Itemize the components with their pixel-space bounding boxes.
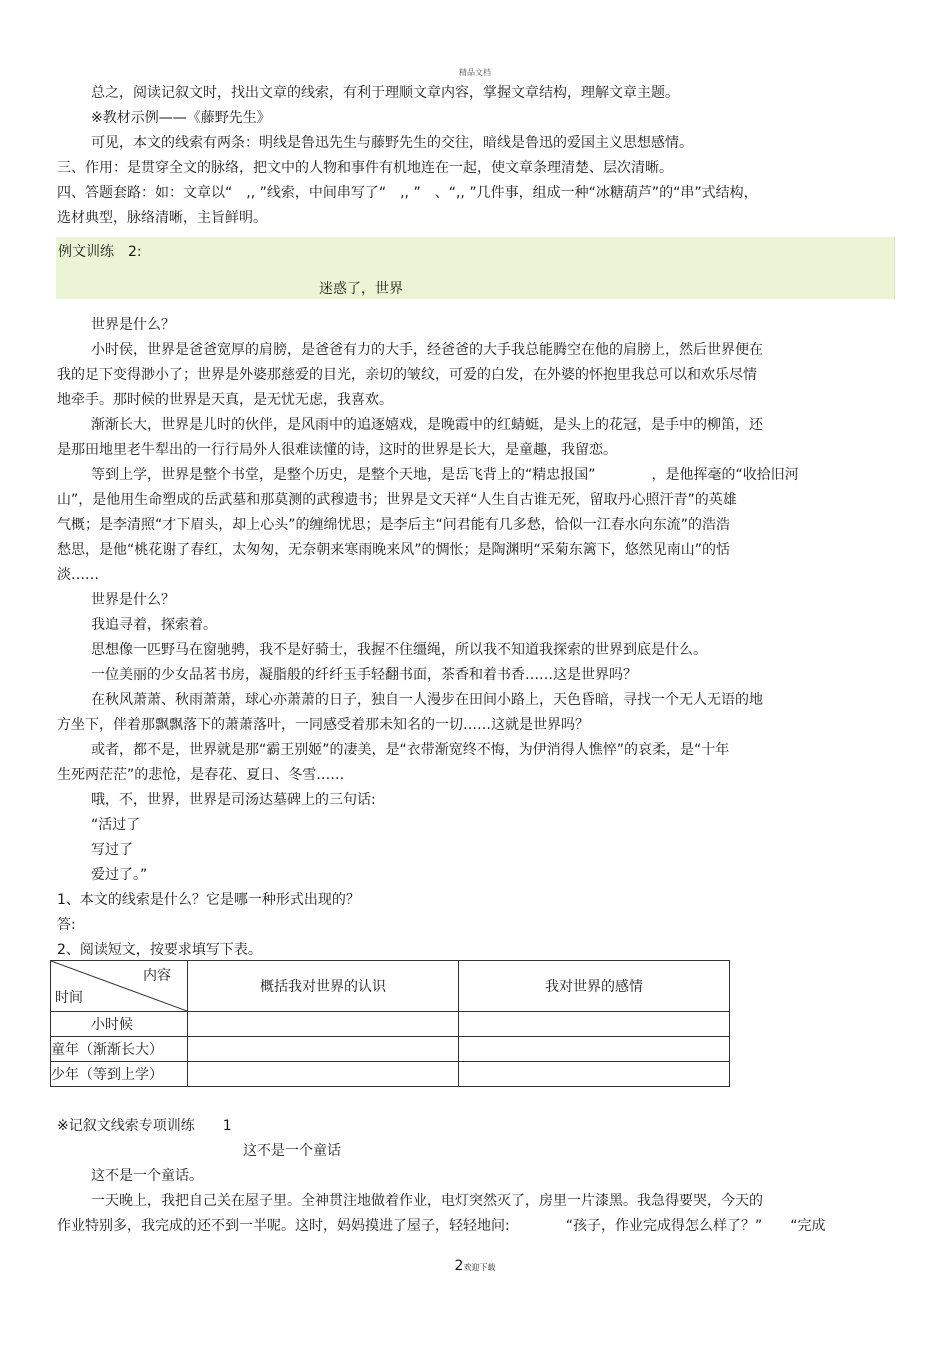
fill-in-table bbox=[50, 960, 730, 1087]
intro-paragraph-1: 总之，阅读记叙文时，找出文章的线索，有利于理顺文章内容，掌握文章结构，理解文章主题。 bbox=[91, 85, 679, 101]
answer-label: 答: bbox=[57, 917, 76, 933]
column-header: 概括我对世界的认识 bbox=[188, 961, 459, 1012]
answer-cell[interactable] bbox=[188, 1012, 459, 1037]
example-label: 例文训练 2: bbox=[58, 244, 142, 260]
footer-note: 欢迎下载 bbox=[463, 1263, 496, 1272]
page-footer bbox=[0, 1258, 950, 1274]
essay-line: 世界是什么？ bbox=[91, 317, 175, 333]
answer-cell[interactable] bbox=[459, 1037, 730, 1062]
story-line: 作业特别多，我完成的还不到一半呢。这时，妈妈摸进了屋子，轻轻地问: “孩子，作业完成得怎么样了？” “完成 bbox=[57, 1218, 826, 1234]
answer-cell[interactable] bbox=[459, 1012, 730, 1037]
essay-line: 渐渐长大，世界是儿时的伙伴，是风雨中的追逐嬉戏，是晚霞中的红蜻蜓，是头上的花冠，是手中的柳笛，还 bbox=[91, 417, 763, 433]
essay-line: 地牵手。那时候的世界是天真，是无忧无虑，我喜欢。 bbox=[57, 392, 393, 408]
textbook-example-label: ※教材示例——《藤野先生》 bbox=[91, 110, 271, 126]
essay-line: 小时侯，世界是爸爸宽厚的肩膀，是爸爸有力的大手，经爸爸的大手我总能腾空在他的肩膀上，然后世界便在 bbox=[91, 342, 763, 358]
essay-line: 在秋风萧萧、秋雨萧萧，球心亦萧萧的日子，独自一人漫步在田间小路上，天色昏暗，寻找一个无人无语的地 bbox=[91, 692, 763, 708]
training-section-label: ※记叙文线索专项训练 1 bbox=[57, 1118, 232, 1134]
story-line: 这不是一个童话。 bbox=[91, 1168, 203, 1184]
essay-line: 哦，不，世界，世界是司汤达墓碑上的三句话: bbox=[91, 792, 376, 808]
story-title: 这不是一个童话 bbox=[243, 1143, 341, 1159]
row-label: 少年（等到上学） bbox=[51, 1062, 188, 1087]
answer-cell[interactable] bbox=[459, 1062, 730, 1087]
table-row bbox=[51, 1037, 730, 1062]
story-line: 一天晚上，我把自己关在屋子里。全神贯注地做着作业，电灯突然灭了，房里一片漆黑。我急得要哭，今天的 bbox=[91, 1193, 763, 1209]
corner-label-time: 时间 bbox=[55, 990, 83, 1006]
essay-line: 思想像一匹野马在窗驰骋，我不是好骑士，我握不住缰绳，所以我不知道我探索的世界到底是什么。 bbox=[91, 642, 707, 658]
question-2: 2、阅读短文，按要求填写下表。 bbox=[57, 942, 262, 958]
intro-paragraph-3: 可见，本文的线索有两条：明线是鲁迅先生与藤野先生的交往，暗线是鲁迅的爱国主义思想感情。 bbox=[91, 135, 693, 151]
essay-line: 是那田地里老牛犁出的一行行局外人很难读懂的诗，这时的世界是长大，是童趣，我留恋。 bbox=[57, 442, 617, 458]
essay-line: 我的足下变得渺小了；世界是外婆那慈爱的目光，亲切的皱纹，可爱的白发，在外婆的怀抱里我总可以和欢乐尽情 bbox=[57, 367, 757, 383]
answer-cell[interactable] bbox=[188, 1062, 459, 1087]
essay-line: 一位美丽的少女品茗书房，凝脂般的纤纤玉手轻翻书面，茶香和着书香……这是世界吗？ bbox=[91, 667, 637, 683]
essay-line: 生死两茫茫”的悲怆，是春花、夏日、冬雪…… bbox=[57, 767, 345, 783]
row-label: 童年（渐渐长大） bbox=[51, 1037, 188, 1062]
table-corner-cell bbox=[51, 961, 188, 1012]
table-row bbox=[51, 1062, 730, 1087]
function-paragraph: 三、作用：是贯穿全文的脉络，把文中的人物和事件有机地连在一起，使文章条理清楚、层次清晰。 bbox=[57, 160, 673, 176]
page-number: 2 bbox=[454, 1258, 464, 1274]
essay-line: “活过了 bbox=[91, 817, 141, 833]
essay-line: 或者，都不是，世界就是那“霸王别姬”的凄美，是“衣带渐宽终不悔，为伊消得人憔悴”的哀柔，是“十年 bbox=[91, 742, 730, 758]
essay-line: 淡…… bbox=[57, 567, 99, 583]
example-banner bbox=[56, 237, 895, 299]
essay-line: 山”，是他用生命塑成的岳武墓和那莫测的武穆遗书；世界是文天祥“人生自古谁无死，留取丹心照汗青”的英雄 bbox=[57, 492, 737, 508]
row-label: 小时候 bbox=[51, 1012, 188, 1037]
essay-line: 气概；是李清照“才下眉头，却上心头”的缠绵忧思；是李后主“问君能有几多愁，恰似一江春水向东流”的浩浩 bbox=[57, 517, 731, 533]
header-watermark: 精品文档 bbox=[459, 68, 491, 77]
essay-line: 爱过了。” bbox=[91, 867, 148, 883]
essay-title: 迷惑了，世界 bbox=[319, 281, 403, 297]
table-row bbox=[51, 1012, 730, 1037]
answer-template-continuation: 选材典型，脉络清晰，主旨鲜明。 bbox=[57, 210, 267, 226]
column-header: 我对世界的感情 bbox=[459, 961, 730, 1012]
answer-template-paragraph: 四、答题套路：如：文章以“ ,, ”线索，中间串写了“ ,, ” 、“,, ”几件事，组成一种“冰糖葫芦”的“串”式结构， bbox=[57, 185, 758, 201]
answer-cell[interactable] bbox=[188, 1037, 459, 1062]
essay-line: 愁思，是他“桃花谢了春红，太匆匆，无奈朝来寒雨晚来风”的惆怅；是陶渊明“采菊东篱下，悠然见南山”的恬 bbox=[57, 542, 731, 558]
corner-label-content: 内容 bbox=[143, 968, 171, 984]
essay-line: 世界是什么？ bbox=[91, 592, 175, 608]
essay-line: 我追寻着，探索着。 bbox=[91, 617, 217, 633]
question-1: 1、本文的线索是什么？它是哪一种形式出现的？ bbox=[57, 892, 360, 908]
essay-line: 等到上学，世界是整个书堂，是整个历史，是整个天地，是岳飞背上的“精忠报国” ，是他挥毫的“收拾旧河 bbox=[91, 467, 799, 483]
essay-line: 方坐下，伴着那飘飘落下的萧萧落叶，一同感受着那未知名的一切……这就是世界吗？ bbox=[57, 717, 589, 733]
essay-line: 写过了 bbox=[91, 842, 133, 858]
